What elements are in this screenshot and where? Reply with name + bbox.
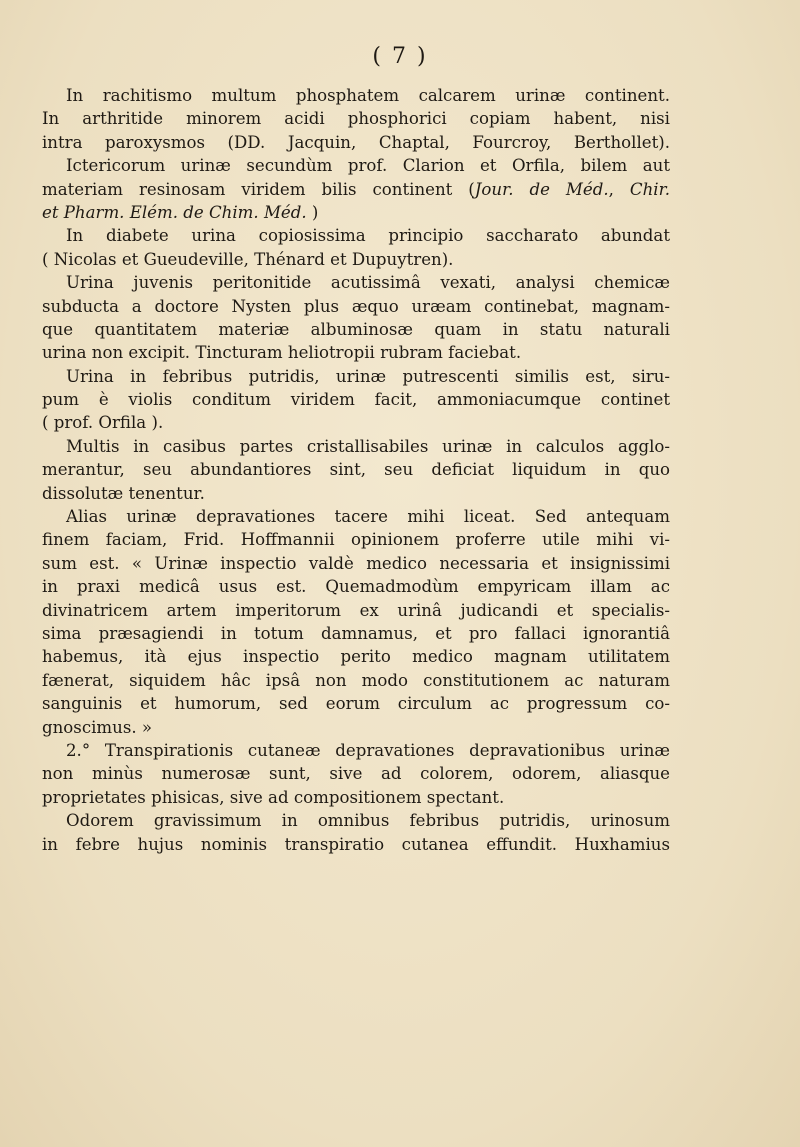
text-line	[42, 505, 670, 528]
text-line	[42, 224, 670, 247]
text-line-main: in febre hujus nominis transpiratio cutanea effundit. Huxhamius	[42, 834, 670, 854]
text-line	[42, 692, 670, 715]
text-line	[42, 84, 670, 107]
italic-citation: Jour. de Méd.	[474, 179, 609, 199]
text-line	[42, 411, 670, 434]
text-fragment: ,	[608, 179, 630, 199]
text-line-main: In diabete urina copiosissima principio saccharato abundat	[66, 226, 670, 246]
text-line	[42, 435, 670, 458]
text-line	[42, 178, 670, 201]
text-line-main: sima præsagiendi in totum damnamus, et pro fallaci ignorantiâ	[42, 623, 670, 643]
text-line	[42, 786, 670, 809]
text-line	[42, 248, 670, 271]
text-line-main: finem faciam, Frid. Hoffmannii opinionem proferre utile mihi vi-	[42, 530, 670, 550]
text-line-main: proprietates phisicas, sive ad compositionem spectant.	[42, 787, 505, 807]
text-line-main: non minùs numerosæ sunt, sive ad colorem, odorem, aliasque	[42, 764, 670, 784]
italic-citation: et Pharm. Elém. de Chim. Méd.	[42, 202, 307, 222]
text-line-main: ( Nicolas et Gueudeville, Thénard et Dupuytren).	[42, 249, 454, 269]
text-line-main: sanguinis et humorum, sed eorum circulum ac progressum co-	[42, 694, 670, 714]
text-line-main: que quantitatem materiæ albuminosæ quam in statu naturali	[42, 319, 670, 339]
text-line-main: fænerat, siquidem hâc ipsâ non modo constitutionem ac naturam	[42, 670, 670, 690]
text-line	[42, 318, 670, 341]
text-line-main: gnoscimus. »	[42, 717, 153, 737]
text-line-main: pum è violis conditum viridem facit, ammoniacumque continet	[42, 390, 670, 410]
text-line	[42, 716, 670, 739]
body-text	[42, 84, 670, 856]
text-line	[42, 107, 670, 130]
page-number: ( 7 )	[372, 44, 428, 69]
text-line	[42, 645, 670, 668]
text-line	[42, 295, 670, 318]
text-line-main: merantur, seu abundantiores sint, seu deficiat liquidum in quo	[42, 460, 670, 480]
text-line	[42, 271, 670, 294]
text-line	[42, 739, 670, 762]
text-line-main: In arthritide minorem acidi phosphorici copiam habent, nisi	[42, 109, 670, 129]
text-line	[42, 458, 670, 481]
text-line-main: Alias urinæ depravationes tacere mihi liceat. Sed antequam	[66, 507, 670, 527]
text-line	[42, 833, 670, 856]
text-line	[42, 809, 670, 832]
text-line	[42, 131, 670, 154]
text-line	[42, 388, 670, 411]
text-line-main: subducta a doctore Nysten plus æquo uræam continebat, magnam-	[42, 296, 670, 316]
text-line	[42, 669, 670, 692]
text-line	[42, 341, 670, 364]
text-line-main: 2.° Transpirationis cutaneæ depravationes depravationibus urinæ	[66, 740, 670, 760]
text-line-main: Multis in casibus partes cristallisabiles urinæ in calculos agglo-	[66, 436, 670, 456]
text-line	[42, 365, 670, 388]
text-line-main: Ictericorum urinæ secundùm prof. Clarion et Orfila, bilem aut	[66, 156, 670, 176]
text-line-main: in praxi medicâ usus est. Quemadmodùm empyricam illam ac	[42, 577, 670, 597]
text-line	[42, 599, 670, 622]
text-line-main: sum est. « Urinæ inspectio valdè medico necessaria et insignissimi	[42, 553, 670, 573]
text-line	[42, 482, 670, 505]
text-line-main: Odorem gravissimum in omnibus febribus putridis, urinosum	[66, 811, 670, 831]
text-line	[42, 552, 670, 575]
text-line-main: ( prof. Orfila ).	[42, 413, 164, 433]
text-line	[42, 528, 670, 551]
text-line	[42, 154, 670, 177]
text-line-main: divinatricem artem imperitorum ex urinâ judicandi et specialis-	[42, 600, 670, 620]
text-line-main: Urina in febribus putridis, urinæ putrescenti similis est, siru-	[66, 366, 670, 386]
text-line	[42, 575, 670, 598]
text-line	[42, 762, 670, 785]
text-line	[42, 201, 670, 224]
text-line-main: intra paroxysmos (DD. Jacquin, Chaptal, Fourcroy, Berthollet).	[42, 132, 670, 152]
text-line-main: Urina juvenis peritonitide acutissimâ vexati, analysi chemicæ	[66, 273, 670, 293]
text-line-main: In rachitismo multum phosphatem calcarem urinæ continent.	[66, 86, 670, 105]
text-fragment: )	[306, 202, 319, 222]
text-line-main: urina non excipit. Tincturam heliotropii rubram faciebat.	[42, 343, 522, 363]
text-line-main: materiam resinosam viridem bilis continent (	[42, 179, 475, 199]
text-line-main: dissolutæ tenentur.	[42, 483, 205, 503]
italic-citation: Chir.	[629, 179, 670, 199]
text-line-main: habemus, ità ejus inspectio perito medico magnam utilitatem	[42, 647, 670, 667]
text-line	[42, 622, 670, 645]
